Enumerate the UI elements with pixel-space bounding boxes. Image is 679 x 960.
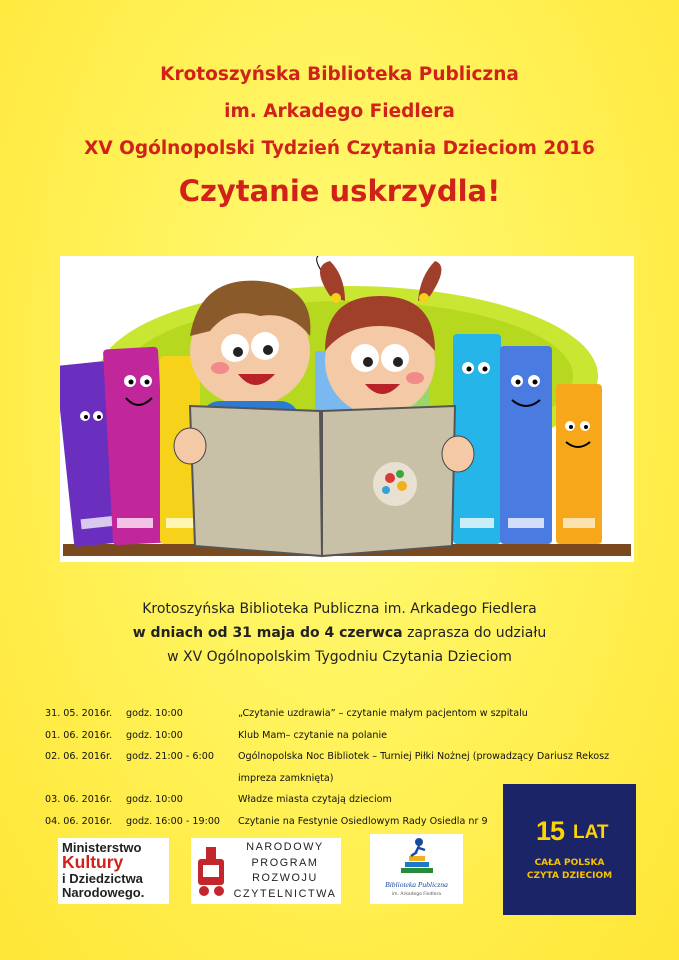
ministry-line-4: Narodowego. [62, 885, 145, 900]
schedule-event: impreza zamknięta) [238, 772, 334, 784]
ministry-line-1: Ministerstwo [62, 840, 142, 855]
running-figure-icon [397, 836, 437, 880]
event-title: XV Ogólnopolski Tydzień Czytania Dzieciom 2016 [84, 138, 595, 159]
intro-dates: w dniach od 31 maja do 4 czerwca [132, 625, 403, 641]
campaign-name-2: CZYTA DZIECIOM [526, 871, 613, 881]
schedule-time: godz. 10:00 [126, 794, 183, 805]
locomotive-icon [194, 841, 230, 901]
campaign-name-1: CAŁA POLSKA [534, 858, 605, 868]
schedule-time: godz. 21:00 - 6:00 [126, 751, 214, 762]
children-reading-illustration [60, 256, 634, 562]
ministry-line-2: Kultury [62, 852, 124, 872]
schedule-date: 03. 06. 2016r. [45, 794, 113, 805]
schedule-date: 02. 06. 2016r. [45, 751, 113, 762]
schedule-date: 31. 05. 2016r. [45, 708, 113, 719]
schedule-row [45, 730, 625, 752]
schedule-time: godz. 10:00 [126, 708, 183, 719]
schedule-event: Ogólnopolska Noc Bibliotek – Turniej Piłki Nożnej (prowadzący Dariusz Rekosz [238, 751, 610, 762]
book-orange [556, 384, 602, 544]
reading-program-logo [191, 838, 341, 904]
schedule-time: godz. 16:00 - 19:00 [126, 815, 221, 827]
program-name: NARODOWY PROGRAM ROZWOJU CZYTELNICTWA [233, 841, 337, 900]
intro-line-3: w XV Ogólnopolskim Tygodniu Czytania Dzieciom [167, 649, 512, 665]
ministry-culture-logo [58, 838, 169, 904]
slogan: Czytanie uskrzydla! [178, 174, 501, 208]
library-subcaption: im. Arkadego Fiedlera [391, 892, 442, 897]
invitation-text [0, 597, 679, 669]
schedule-date: 01. 06. 2016r. [45, 729, 113, 741]
schedule-event: Czytanie na Festynie Osiedlowym Rady Osiedla nr 9 [238, 815, 488, 827]
schedule-event: Władze miasta czytają dzieciom [238, 794, 392, 805]
schedule-date: 04. 06. 2016r. [45, 815, 113, 827]
anniversary-number: 15 [536, 816, 565, 846]
book-blue [500, 346, 552, 544]
schedule-row [45, 708, 625, 730]
open-book [190, 406, 455, 556]
intro-line-1: Krotoszyńska Biblioteka Publiczna im. Arkadego Fiedlera [142, 601, 537, 617]
intro-invite: zaprasza do udziału [402, 625, 547, 641]
library-caption: Biblioteka Publiczna [385, 880, 448, 889]
schedule-row [45, 751, 625, 773]
ministry-line-3: i Dziedzictwa [62, 871, 143, 886]
schedule-event: Klub Mam– czytanie na polanie [238, 729, 388, 741]
anniversary-badge [503, 784, 636, 915]
schedule-time: godz. 10:00 [126, 729, 183, 741]
library-patron: im. Arkadego Fiedlera [224, 101, 455, 122]
library-name: Krotoszyńska Biblioteka Publiczna [160, 64, 519, 85]
schedule-event: „Czytanie uzdrawia” – czytanie małym pacjentom w szpitalu [238, 708, 528, 719]
book-magenta [103, 347, 168, 546]
anniversary-word: LAT [573, 822, 609, 843]
library-logo [370, 834, 463, 904]
poster-header [0, 56, 679, 213]
intro-line-2 [0, 621, 679, 645]
